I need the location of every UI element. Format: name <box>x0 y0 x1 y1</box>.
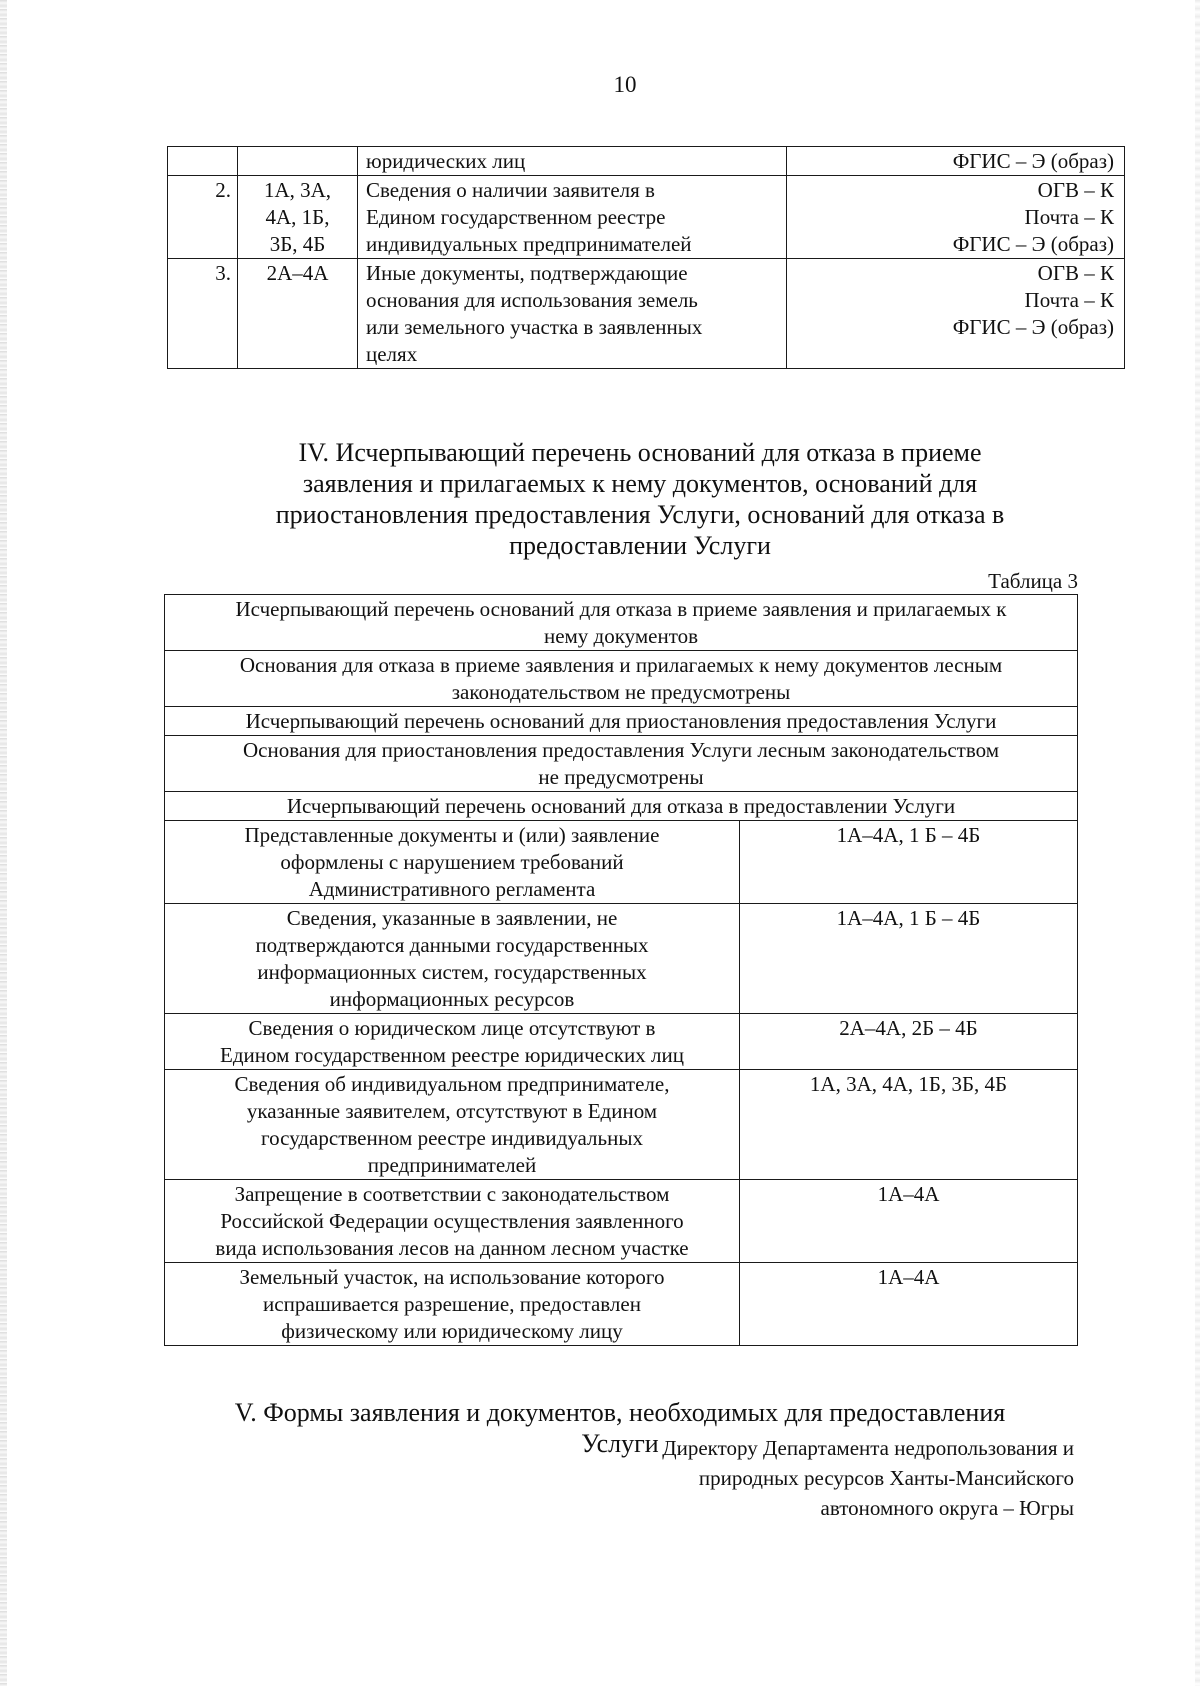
table-label: Таблица 3 <box>988 569 1078 593</box>
section-4-heading <box>200 437 1080 561</box>
applicant-codes-cell: 1А–4А, 1 Б – 4Б <box>740 904 1078 1014</box>
description-line: целях <box>366 342 418 366</box>
table-row <box>165 651 1078 707</box>
cell-line: Российской Федерации осуществления заявленного <box>220 1209 684 1233</box>
cell-line: Запрещение в соответствии с законодательством <box>234 1182 670 1206</box>
section-header-cell <box>165 595 1078 651</box>
row-number-cell <box>168 147 238 176</box>
cell-line: физическому или юридическому лицу <box>281 1319 623 1343</box>
applicant-codes-cell <box>238 259 358 369</box>
source-line: ФГИС – Э (образ) <box>952 315 1114 339</box>
source-line: Почта – К <box>1024 205 1114 229</box>
cell-line: подтверждаются данными государственных <box>255 933 649 957</box>
section-header-cell <box>165 651 1078 707</box>
table-row <box>165 1180 1078 1263</box>
addressee-line: Директору Департамента недропользования и <box>662 1436 1074 1460</box>
cell-line: Сведения об индивидуальном предпринимателе, <box>234 1072 670 1096</box>
applicant-codes-cell: 1А–4А, 1 Б – 4Б <box>740 821 1078 904</box>
heading-line: V. Формы заявления и документов, необходимых для предоставления <box>234 1398 1006 1427</box>
section-header-cell <box>165 792 1078 821</box>
section-header-cell <box>165 707 1078 736</box>
applicant-codes-cell: 1А–4А <box>740 1263 1078 1346</box>
description-line: Иные документы, подтверждающие <box>366 261 688 285</box>
applicant-codes-cell: 1А–4А <box>740 1180 1078 1263</box>
description-line: Сведения о наличии заявителя в <box>366 178 655 202</box>
table-row <box>165 1263 1078 1346</box>
document-description-cell <box>358 147 787 176</box>
page-number: 10 <box>613 72 637 97</box>
refusal-reason-cell <box>165 821 740 904</box>
cell-line: Исчерпывающий перечень оснований для отказа в приеме заявления и прилагаемых к <box>235 597 1007 621</box>
heading-line: Услуги <box>581 1429 659 1458</box>
source-line: ОГВ – К <box>1037 178 1114 202</box>
heading-line: заявления и прилагаемых к нему документов, оснований для <box>302 469 978 498</box>
heading-line: приостановления предоставления Услуги, оснований для отказа в <box>275 500 1005 529</box>
addressee-line: автономного округа – Югры <box>820 1496 1074 1520</box>
source-line: ФГИС – Э (образ) <box>952 149 1114 173</box>
refusal-reason-cell <box>165 1070 740 1180</box>
section-header-cell <box>165 736 1078 792</box>
cell-line: Основания для приостановления предоставления Услуги лесным законодательством <box>242 738 999 762</box>
cell-line: указанные заявителем, отсутствуют в Едином <box>246 1099 658 1123</box>
source-line: Почта – К <box>1024 288 1114 312</box>
cell-line: Земельный участок, на использование которого <box>239 1265 665 1289</box>
applicant-codes-cell: 1А, 3А, 4А, 1Б, 3Б, 4Б <box>740 1070 1078 1180</box>
code-line: 4А, 1Б, <box>265 205 330 229</box>
refusal-reason-cell <box>165 1180 740 1263</box>
refusal-grounds-table <box>164 594 1078 1346</box>
cell-line: Основания для отказа в приеме заявления и прилагаемых к нему документов лесным <box>239 653 1003 677</box>
code-line: 2А–4А <box>266 261 329 285</box>
description-line: или земельного участка в заявленных <box>366 315 703 339</box>
row-number-cell: 2. <box>168 176 238 259</box>
description-line: Едином государственном реестре <box>366 205 666 229</box>
cell-line: вида использования лесов на данном лесном участке <box>215 1236 689 1260</box>
refusal-reason-cell <box>165 904 740 1014</box>
cell-line: Сведения, указанные в заявлении, не <box>286 906 618 930</box>
description-line: основания для использования земель <box>366 288 698 312</box>
cell-line: Представленные документы и (или) заявление <box>244 823 660 847</box>
scan-edge-right <box>1195 0 1200 1686</box>
cell-line: оформлены с нарушением требований <box>280 850 624 874</box>
cell-line: законодательством не предусмотрены <box>451 680 791 704</box>
table-row <box>165 904 1078 1014</box>
table-row <box>165 821 1078 904</box>
submission-source-cell <box>787 259 1125 369</box>
source-line: ФГИС – Э (образ) <box>952 232 1114 256</box>
submission-source-cell <box>787 147 1125 176</box>
table-row <box>165 707 1078 736</box>
document-description-cell <box>358 259 787 369</box>
addressee-block <box>662 1433 1074 1523</box>
applicant-codes-cell <box>238 176 358 259</box>
code-line: 3Б, 4Б <box>269 232 326 256</box>
table-row <box>165 595 1078 651</box>
code-line: 1А, 3А, <box>263 178 332 202</box>
sources-table <box>167 146 1125 369</box>
cell-line: Сведения о юридическом лице отсутствуют в <box>248 1016 656 1040</box>
heading-line: IV. Исчерпывающий перечень оснований для отказа в приеме <box>298 438 982 467</box>
row-number-cell: 3. <box>168 259 238 369</box>
cell-line: информационных систем, государственных <box>257 960 647 984</box>
submission-source-cell <box>787 176 1125 259</box>
cell-line: Исчерпывающий перечень оснований для приостановления предоставления Услуги <box>245 709 997 733</box>
table-row <box>168 259 1125 369</box>
table-row <box>168 176 1125 259</box>
cell-line: испрашивается разрешение, предоставлен <box>263 1292 641 1316</box>
cell-line: Исчерпывающий перечень оснований для отказа в предоставлении Услуги <box>286 794 956 818</box>
cell-line: Административного регламента <box>308 877 596 901</box>
cell-line: Едином государственном реестре юридических лиц <box>220 1043 684 1067</box>
table-row <box>168 147 1125 176</box>
applicant-codes-cell: 2А–4А, 2Б – 4Б <box>740 1014 1078 1070</box>
cell-line: информационных ресурсов <box>329 987 575 1011</box>
scan-edge-left <box>0 0 7 1686</box>
description-line: юридических лиц <box>366 149 526 173</box>
cell-line: не предусмотрены <box>538 765 704 789</box>
source-line: ОГВ – К <box>1037 261 1114 285</box>
table-row <box>165 736 1078 792</box>
heading-line: предоставлении Услуги <box>509 531 771 560</box>
table-row <box>165 1014 1078 1070</box>
cell-line: государственном реестре индивидуальных <box>261 1126 643 1150</box>
table-row <box>165 1070 1078 1180</box>
refusal-reason-cell <box>165 1263 740 1346</box>
description-line: индивидуальных предпринимателей <box>366 232 692 256</box>
table-row <box>165 792 1078 821</box>
document-description-cell <box>358 176 787 259</box>
cell-line: предпринимателей <box>367 1153 537 1177</box>
cell-line: нему документов <box>543 624 699 648</box>
applicant-codes-cell <box>238 147 358 176</box>
addressee-line: природных ресурсов Ханты-Мансийского <box>698 1466 1074 1490</box>
refusal-reason-cell <box>165 1014 740 1070</box>
